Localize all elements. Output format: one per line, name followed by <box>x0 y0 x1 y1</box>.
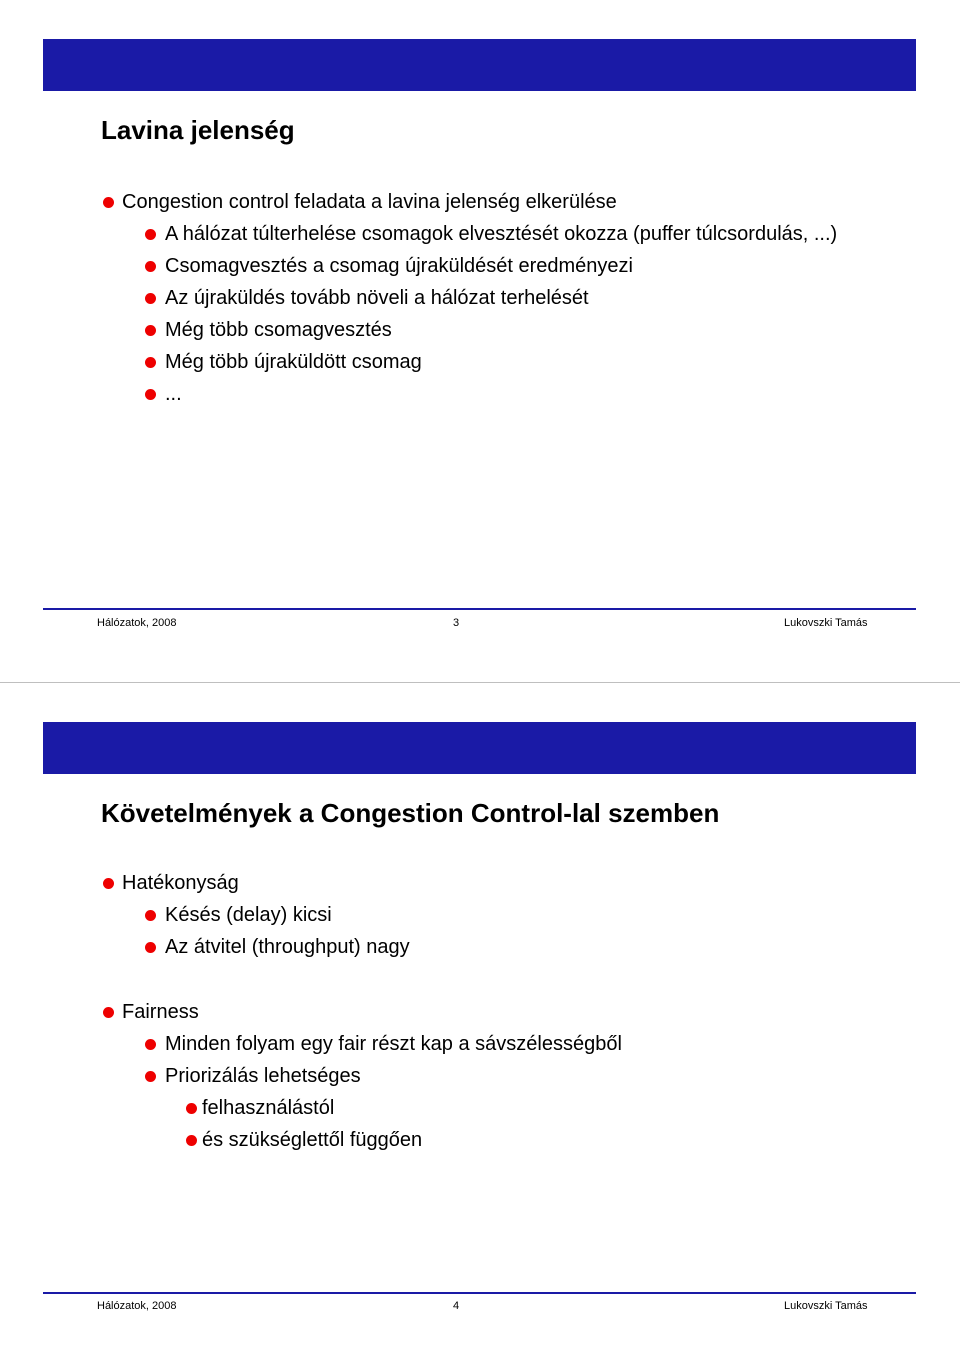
bullet-item: ... <box>101 378 901 410</box>
bullet-item: Congestion control feladata a lavina jelenség elkerülése <box>101 186 901 218</box>
bullet-list <box>101 867 901 1156</box>
bullet-item: Az újraküldés tovább növeli a hálózat terhelését <box>101 282 901 314</box>
bullet-item: Minden folyam egy fair részt kap a sávszélességből <box>101 1028 901 1060</box>
bullet-item: Az átvitel (throughput) nagy <box>101 931 901 963</box>
bullet-item: Priorizálás lehetséges <box>101 1060 901 1092</box>
footer-rule <box>43 608 916 610</box>
slide-1 <box>0 0 960 683</box>
footer-rule <box>43 1292 916 1294</box>
bullet-item: Csomagvesztés a csomag újraküldését eredményezi <box>101 250 901 282</box>
bullet-item: Még több újraküldött csomag <box>101 346 901 378</box>
footer-author: Lukovszki Tamás <box>784 1300 868 1312</box>
bullet-item: és szükséglettől függően <box>101 1124 901 1156</box>
bullet-item: Még több csomagvesztés <box>101 314 901 346</box>
footer-page-number: 3 <box>453 617 460 629</box>
bullet-item: Hatékonyság <box>101 867 901 899</box>
slide-2 <box>0 683 960 1367</box>
footer-course: Hálózatok, 2008 <box>97 1300 177 1312</box>
bullet-item: Késés (delay) kicsi <box>101 899 901 931</box>
footer-page-number: 4 <box>453 1300 460 1312</box>
footer-course: Hálózatok, 2008 <box>97 617 177 629</box>
bullet-item: felhasználástól <box>101 1092 901 1124</box>
footer-author: Lukovszki Tamás <box>784 617 868 629</box>
slide-header-band <box>43 39 916 91</box>
slide-header-band <box>43 722 916 774</box>
bullet-item: Fairness <box>101 996 901 1028</box>
slide-title: Lavina jelenség <box>101 115 295 145</box>
bullet-list <box>101 186 901 410</box>
bullet-item: A hálózat túlterhelése csomagok elvesztését okozza (puffer túlcsordulás, ...) <box>101 218 901 250</box>
slide-title: Követelmények a Congestion Control-lal szemben <box>101 798 720 828</box>
